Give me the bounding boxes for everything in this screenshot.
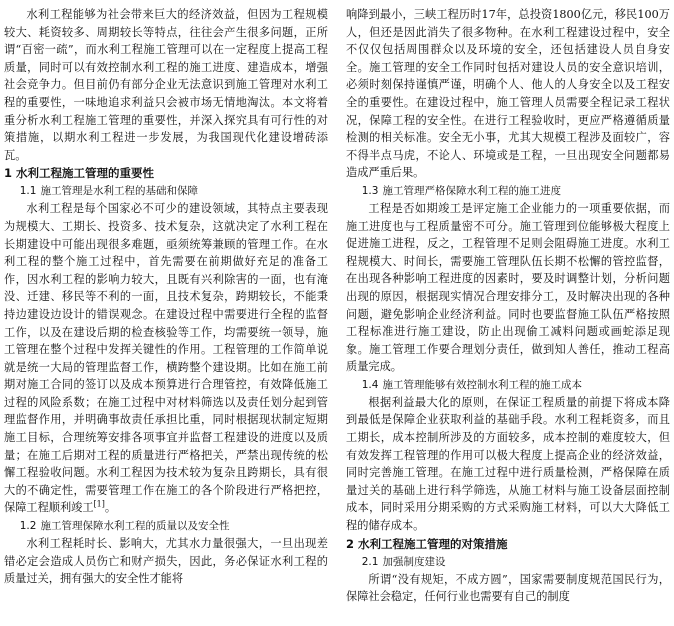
paragraph-1-2-start: 水利工程耗时长、影响大，尤其水力量很强大，一旦出现差错必定会造成人员伤亡和财产损失，因此，务必保证水利工程的质量过关，拥有强大的安全性才能将 [4,537,328,586]
subsection-title: 施工管理是水利工程的基础和保障 [40,185,198,198]
citation-reference: [1] [93,499,105,509]
section-1-title: 1 水利工程施工管理的重要性 [4,166,155,181]
subsection-1-1-heading [4,182,328,200]
subsection-2-1-heading [346,553,670,571]
left-column [4,6,328,626]
subsection-number: 1.3 [361,184,379,197]
subsection-1-4-heading [346,376,670,394]
subsection-title: 施工管理保障水利工程的质量以及安全性 [40,520,230,533]
paragraph-text: 水利工程是每个国家必不可少的建设领域，其特点主要表现为规模大、工期长、投资多、技术复杂，这就决定了水利工程在长期建设中可能出现很多难题，亟须统筹兼顾的管理工作。在水利工程的整个施工过程中，首先需要在前期做好充足的准备工作，因水利工程的影响力较大，且既有兴利除害的一面，也有淹没、迁建、移民等不利的一面，且技术复杂，跨期较长，不能秉持边建设边设计的错误观念。在建设过程中需要进行全程的监督工作，以及在建设后期的检查核验等工作，均需要统一领导，施工管理在整个过程中发挥关键性的作用。工程管理的工作简单说就是统一大局的管理监督工作，横跨整个建设期。比如在施工前期对施工合同的签订以及成本预算进行合理管控，有效降低施工过程的风险系数；在施工过程中对材料筛选以及责任划分起到管理监督作用，并明确事故责任承担比重，同时根据现状制定短期施工目标，合理统筹安排各项事宜并监督工程建设的进度以及质量；在施工后期对工程的质量进行严格把关，严禁出现传统的松懈工程验收问题。水利工程因为技术较为复杂且跨期长，具有很大的不确定性，需要管理工作在施工的各个阶段进行严格把控，保障工程顺利竣工 [4,202,328,515]
subsection-number: 1.1 [19,185,37,198]
subsection-number: 1.2 [19,520,37,533]
paragraph-1-3: 工程是否如期竣工是评定施工企业能力的一项重要依据，而施工进度也与工程质量密不可分。施工管理到位能够极大程度上促进施工进程，反之，工程管理不足则会阻碍施工进度。水利工程规模大、时间长，需要施工管理队伍长期不松懈的管控监督，在出现各种影响工程进度的因素时，要及时调整计划，分析问题出现的原因，根据现实情况合理安排分工，及时解决出现的各种问题，避免影响企业经济利益。同时也要监督施工队伍严格按照工程标准进行施工建设，防止出现偷工减料问题或画蛇添足现象。施工管理工作要合理划分责任，做到知人善任，推动工程高质量完成。 [346,201,670,374]
subsection-1-3-heading [346,182,670,200]
subsection-number: 1.4 [361,378,379,391]
paragraph-1-4: 根据利益最大化的原则，在保证工程质量的前提下将成本降到最低是保障企业获取利益的基础手段。水利工程耗资多，而且工期长，成本控制所涉及的方面较多，成本控制的难度较大，但有效发挥工程管理的作用可以极大程度上提高企业的经济效益，同时完善施工管理。在施工过程中进行质量检测，严格保障在质量过关的基础上进行科学筛选，从施工材料与施工设备层面控制成本，同时采用分期采购的方式采购施工材料，可以大大降低工程的储存成本。 [346,395,670,533]
paragraph-1-1 [4,200,328,517]
section-2-title: 2 水利工程施工管理的对策措施 [346,536,508,551]
subsection-title: 施工管理严格保障水利工程的施工进度 [382,184,561,197]
right-column [346,6,670,626]
subsection-title: 加强制度建设 [382,555,446,568]
paragraph-2-1-start: 所谓“没有规矩，不成方圆”，国家需要制度规范国民行为，保障社会稳定，任何行业也需要有自己的制度 [346,572,670,604]
paragraph-1-2-continued: 响降到最小，三峡工程历时17年，总投资1800亿元，移民100万人，但还是因此消失了很多物种。在水利工程建设过程中，安全不仅仅包括周围群众以及环境的安全，还包括建设人员自身安全。施工管理的安全工作同时包括对建设人员的安全意识培训，必须时刻保持谨慎严谨，明确个人、他人的人身安全以及工程安全的重要性。在建设过程中，施工管理人员需要全程记录工程状况，保障工程的安全性。在进行工程验收时，更应严格遵循质量检测的相关标准。安全无小事，尤其大规模工程涉及面较广，容不得半点马虎，不论人、环境或是工程，一旦出现安全问题都易造成严重后果。 [346,8,670,180]
subsection-1-2-heading [4,517,328,535]
paragraph-end: 。 [104,501,117,515]
intro-paragraph: 水利工程能够为社会带来巨大的经济效益，但因为工程规模较大、耗资较多、周期较长等特点，往往会产生很多问题，正所谓“百密一疏”，而水利工程施工管理可以在一定程度上提高工程质量，同时可以有效控制水利工程的施工进度、建造成本，增强社会竞争力。但目前仍有部分企业无法意识到施工管理对水利工程的重要性，一味地追求利益只会被市场无情地淘汰。本文将着重分析水利工程施工管理的重要性，并深入探究具有可行性的对策措施，以期水利工程进一步发展，为我国现代化建设增砖添瓦。 [4,8,328,162]
subsection-title: 施工管理能够有效控制水利工程的施工成本 [382,378,582,391]
subsection-number: 2.1 [361,555,379,568]
